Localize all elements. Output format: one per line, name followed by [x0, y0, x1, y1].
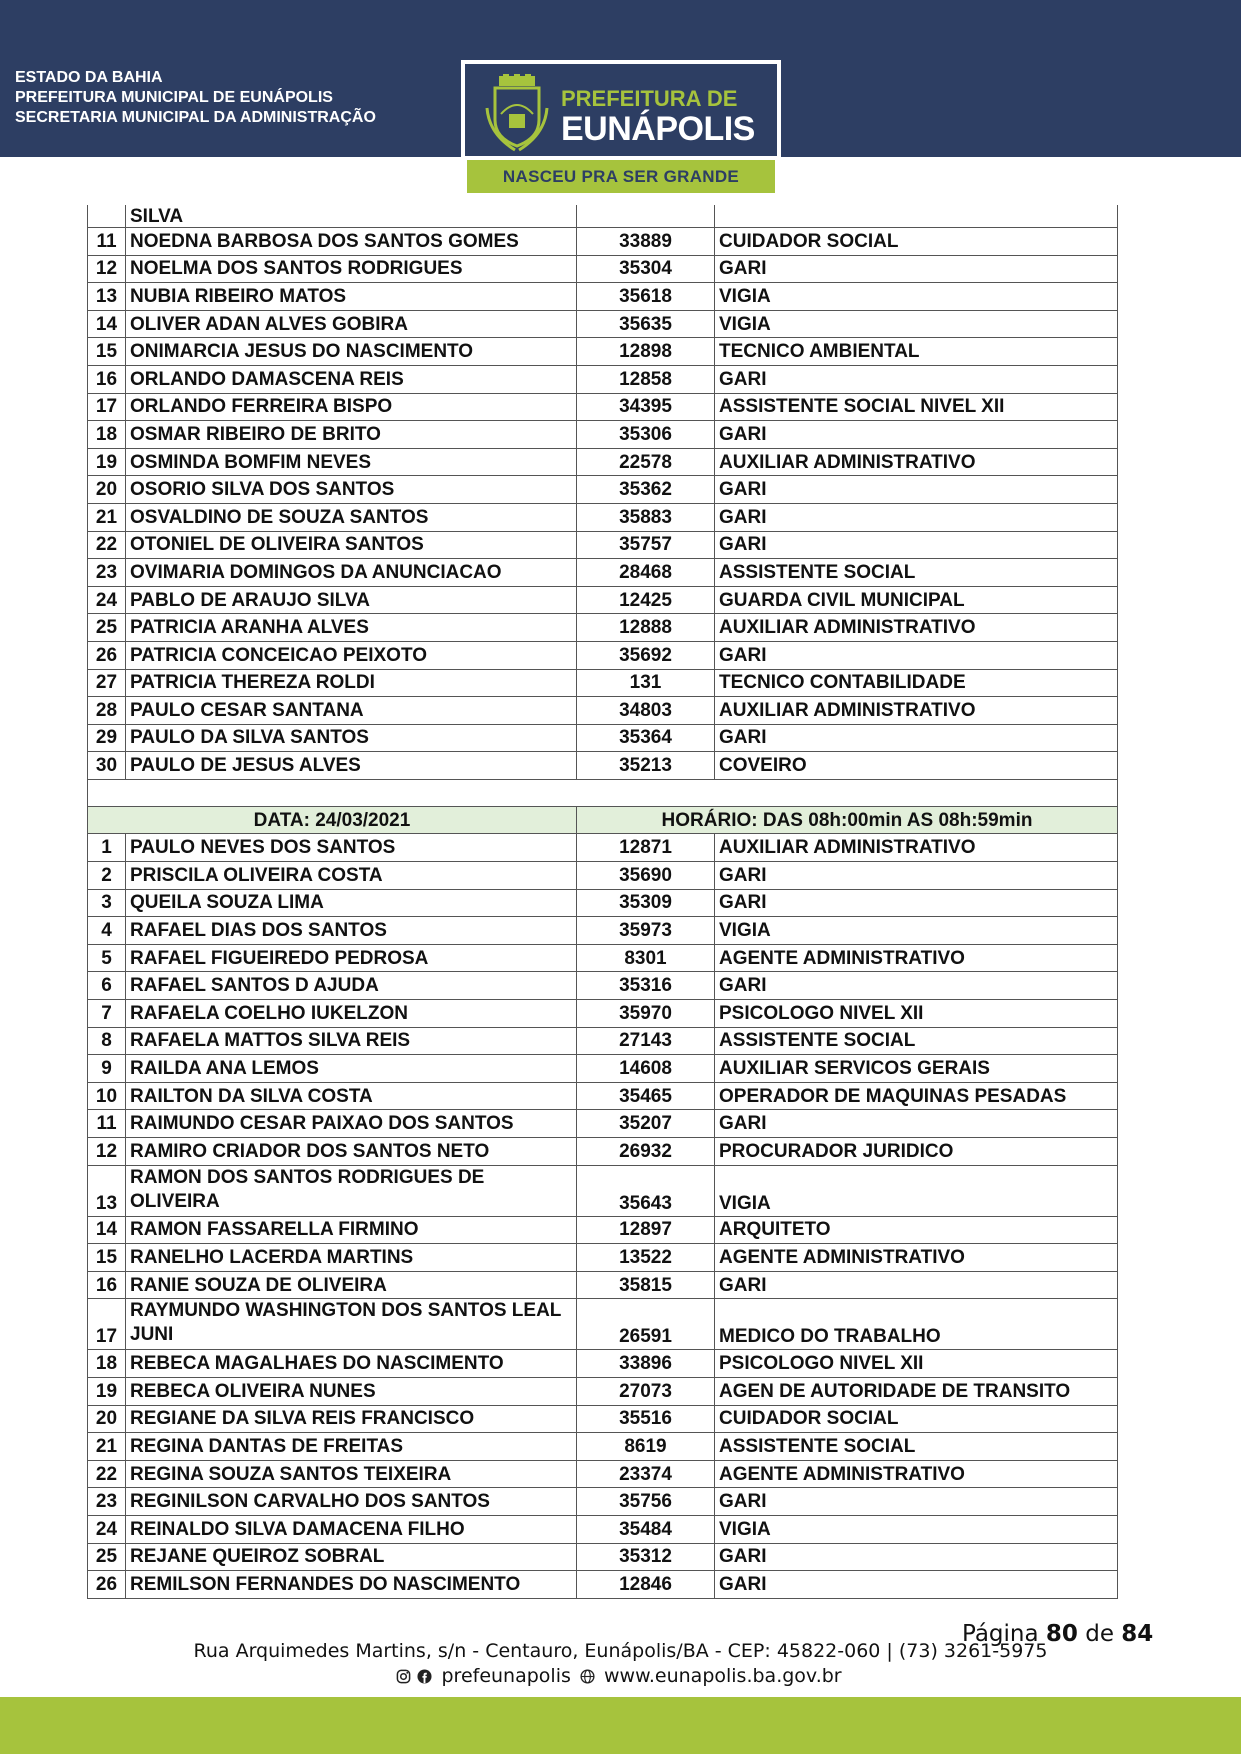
- row-cargo: GARI: [715, 972, 1118, 1000]
- row-matricula: 12846: [577, 1571, 715, 1599]
- row-name: REGINA DANTAS DE FREITAS: [126, 1433, 577, 1461]
- row-cargo: PSICOLOGO NIVEL XII: [715, 1000, 1118, 1028]
- row-matricula: 33889: [577, 228, 715, 256]
- roster-table: [87, 205, 1118, 1599]
- website-link[interactable]: www.eunapolis.ba.gov.br: [603, 1665, 842, 1687]
- table-row: [88, 1110, 1118, 1138]
- row-matricula: 35316: [577, 972, 715, 1000]
- row-cargo: MEDICO DO TRABALHO: [715, 1299, 1118, 1350]
- row-cargo: AGENTE ADMINISTRATIVO: [715, 1460, 1118, 1488]
- row-number: 15: [88, 338, 126, 366]
- table-row: [88, 641, 1118, 669]
- row-name: QUEILA SOUZA LIMA: [126, 889, 577, 917]
- table-row: [88, 1571, 1118, 1599]
- row-matricula: 35690: [577, 862, 715, 890]
- table-row: [88, 697, 1118, 725]
- row-number: 5: [88, 944, 126, 972]
- footer-bar: [0, 1697, 1241, 1754]
- table-row: [88, 365, 1118, 393]
- row-name: NOELMA DOS SANTOS RODRIGUES: [126, 255, 577, 283]
- row-matricula: 35618: [577, 283, 715, 311]
- row-cargo: AGENTE ADMINISTRATIVO: [715, 1244, 1118, 1272]
- row-cargo: VIGIA: [715, 1515, 1118, 1543]
- row-number: 6: [88, 972, 126, 1000]
- row-matricula: 12871: [577, 834, 715, 862]
- row-matricula: 8619: [577, 1433, 715, 1461]
- row-number: 14: [88, 310, 126, 338]
- table-row: [88, 338, 1118, 366]
- row-number: 15: [88, 1244, 126, 1272]
- footer-social: [0, 1665, 1241, 1687]
- row-name: REGIANE DA SILVA REIS FRANCISCO: [126, 1405, 577, 1433]
- row-name: REGINILSON CARVALHO DOS SANTOS: [126, 1488, 577, 1516]
- logo-box: [461, 60, 781, 160]
- row-number: 13: [88, 283, 126, 311]
- header-institution: [15, 68, 376, 128]
- row-cargo: GARI: [715, 1488, 1118, 1516]
- page-current: 80: [1045, 1621, 1078, 1647]
- table-row: [88, 1543, 1118, 1571]
- facebook-icon: [417, 1669, 432, 1684]
- row-name: OSVALDINO DE SOUZA SANTOS: [126, 503, 577, 531]
- row-matricula: 35692: [577, 641, 715, 669]
- table-row: [88, 421, 1118, 449]
- row-number: 7: [88, 1000, 126, 1028]
- row-number: 9: [88, 1055, 126, 1083]
- table-row: [88, 944, 1118, 972]
- spacer-cell: [88, 779, 1118, 806]
- row-matricula: 35306: [577, 421, 715, 449]
- row-number: 25: [88, 614, 126, 642]
- row-number: 30: [88, 752, 126, 780]
- table-row: [88, 1350, 1118, 1378]
- row-cargo: GUARDA CIVIL MUNICIPAL: [715, 586, 1118, 614]
- row-number: 25: [88, 1543, 126, 1571]
- schedule-date: DATA: 24/03/2021: [88, 806, 577, 834]
- row-number: 1: [88, 834, 126, 862]
- row-name: PAULO DE JESUS ALVES: [126, 752, 577, 780]
- table-row: [88, 1460, 1118, 1488]
- row-number: 8: [88, 1027, 126, 1055]
- row-cargo: GARI: [715, 724, 1118, 752]
- row-matricula: 35883: [577, 503, 715, 531]
- row-number: 10: [88, 1082, 126, 1110]
- row-matricula: 35516: [577, 1405, 715, 1433]
- row-matricula: 14608: [577, 1055, 715, 1083]
- table-row: [88, 1027, 1118, 1055]
- row-number: 26: [88, 641, 126, 669]
- table-row: [88, 614, 1118, 642]
- table-row: [88, 1515, 1118, 1543]
- row-number: 19: [88, 1377, 126, 1405]
- table-row: [88, 503, 1118, 531]
- row-matricula: 27073: [577, 1377, 715, 1405]
- row-matricula: 35465: [577, 1082, 715, 1110]
- row-matricula: 12897: [577, 1216, 715, 1244]
- table-row: [88, 1405, 1118, 1433]
- page-prefix: Página: [962, 1621, 1039, 1647]
- row-cargo: GARI: [715, 365, 1118, 393]
- row-matricula: 26932: [577, 1138, 715, 1166]
- row-cargo: OPERADOR DE MAQUINAS PESADAS: [715, 1082, 1118, 1110]
- row-cargo: GARI: [715, 531, 1118, 559]
- row-cargo: AUXILIAR ADMINISTRATIVO: [715, 697, 1118, 725]
- row-number: 24: [88, 1515, 126, 1543]
- table-row: [88, 972, 1118, 1000]
- row-name: REMILSON FERNANDES DO NASCIMENTO: [126, 1571, 577, 1599]
- table-row: [88, 1082, 1118, 1110]
- table-row: [88, 1299, 1118, 1350]
- row-name: PATRICIA ARANHA ALVES: [126, 614, 577, 642]
- page-separator: de: [1085, 1621, 1114, 1647]
- row-number: 12: [88, 1138, 126, 1166]
- row-number: 21: [88, 503, 126, 531]
- row-matricula: [577, 205, 715, 228]
- table-row: [88, 724, 1118, 752]
- row-number: 20: [88, 1405, 126, 1433]
- row-cargo: GARI: [715, 1271, 1118, 1299]
- row-matricula: 35364: [577, 724, 715, 752]
- row-name: RAFAEL DIAS DOS SANTOS: [126, 917, 577, 945]
- row-cargo: ASSISTENTE SOCIAL: [715, 559, 1118, 587]
- row-matricula: 35757: [577, 531, 715, 559]
- row-matricula: 12425: [577, 586, 715, 614]
- row-name: PAULO NEVES DOS SANTOS: [126, 834, 577, 862]
- row-name: OSORIO SILVA DOS SANTOS: [126, 476, 577, 504]
- row-matricula: 34395: [577, 393, 715, 421]
- row-name: REGINA SOUZA SANTOS TEIXEIRA: [126, 1460, 577, 1488]
- row-number: 24: [88, 586, 126, 614]
- row-cargo: VIGIA: [715, 283, 1118, 311]
- row-matricula: 35213: [577, 752, 715, 780]
- row-matricula: 35207: [577, 1110, 715, 1138]
- row-matricula: 12888: [577, 614, 715, 642]
- row-name: RAFAELA MATTOS SILVA REIS: [126, 1027, 577, 1055]
- row-cargo: GARI: [715, 421, 1118, 449]
- table-row: [88, 862, 1118, 890]
- table-row: [88, 255, 1118, 283]
- row-name: RAMON DOS SANTOS RODRIGUES DE OLIVEIRA: [126, 1165, 577, 1216]
- row-cargo: TECNICO CONTABILIDADE: [715, 669, 1118, 697]
- row-cargo: AGEN DE AUTORIDADE DE TRANSITO: [715, 1377, 1118, 1405]
- row-matricula: 35635: [577, 310, 715, 338]
- row-number: 3: [88, 889, 126, 917]
- row-matricula: 27143: [577, 1027, 715, 1055]
- page-total: 84: [1121, 1621, 1154, 1647]
- row-name: REJANE QUEIROZ SOBRAL: [126, 1543, 577, 1571]
- row-cargo: GARI: [715, 1110, 1118, 1138]
- table-row: [88, 669, 1118, 697]
- table-row: [88, 1433, 1118, 1461]
- row-number: 29: [88, 724, 126, 752]
- row-name: OVIMARIA DOMINGOS DA ANUNCIACAO: [126, 559, 577, 587]
- table-row: [88, 1000, 1118, 1028]
- row-number: 11: [88, 1110, 126, 1138]
- table-row: [88, 1488, 1118, 1516]
- logo-slogan: NASCEU PRA SER GRANDE: [467, 160, 775, 193]
- row-cargo: GARI: [715, 889, 1118, 917]
- row-cargo: VIGIA: [715, 917, 1118, 945]
- row-matricula: 35312: [577, 1543, 715, 1571]
- row-number: 26: [88, 1571, 126, 1599]
- table-row: [88, 1216, 1118, 1244]
- globe-icon: [580, 1669, 595, 1684]
- row-number: 17: [88, 1299, 126, 1350]
- row-name: RANELHO LACERDA MARTINS: [126, 1244, 577, 1272]
- table-row: [88, 393, 1118, 421]
- row-name: RANIE SOUZA DE OLIVEIRA: [126, 1271, 577, 1299]
- footer-address: Rua Arquimedes Martins, s/n - Centauro, Eunápolis/BA - CEP: 45822-060 | (73) 3261-5975: [193, 1640, 1048, 1662]
- logo-prefeitura-text: PREFEITURA DE: [561, 86, 738, 111]
- row-matricula: 22578: [577, 448, 715, 476]
- row-cargo: AUXILIAR ADMINISTRATIVO: [715, 448, 1118, 476]
- row-number: 4: [88, 917, 126, 945]
- row-number: 14: [88, 1216, 126, 1244]
- row-cargo: GARI: [715, 503, 1118, 531]
- row-matricula: 35362: [577, 476, 715, 504]
- row-cargo: GARI: [715, 862, 1118, 890]
- table-row: [88, 1165, 1118, 1216]
- row-cargo: GARI: [715, 1543, 1118, 1571]
- row-name: RAMIRO CRIADOR DOS SANTOS NETO: [126, 1138, 577, 1166]
- row-name: NUBIA RIBEIRO MATOS: [126, 283, 577, 311]
- row-cargo: PSICOLOGO NIVEL XII: [715, 1350, 1118, 1378]
- logo-city-text: EUNÁPOLIS: [561, 110, 755, 148]
- table-row: [88, 559, 1118, 587]
- row-cargo: GARI: [715, 1571, 1118, 1599]
- row-cargo: GARI: [715, 641, 1118, 669]
- row-matricula: 35643: [577, 1165, 715, 1216]
- instagram-icon: [396, 1669, 411, 1684]
- row-number: 21: [88, 1433, 126, 1461]
- row-name: PATRICIA CONCEICAO PEIXOTO: [126, 641, 577, 669]
- row-matricula: 26591: [577, 1299, 715, 1350]
- row-cargo: COVEIRO: [715, 752, 1118, 780]
- row-cargo: ASSISTENTE SOCIAL NIVEL XII: [715, 393, 1118, 421]
- row-number: 19: [88, 448, 126, 476]
- table-row: [88, 531, 1118, 559]
- row-number: 27: [88, 669, 126, 697]
- row-number: 22: [88, 1460, 126, 1488]
- table-row: [88, 752, 1118, 780]
- header-secretaria: SECRETARIA MUNICIPAL DA ADMINISTRAÇÃO: [15, 109, 376, 126]
- row-cargo: GARI: [715, 476, 1118, 504]
- row-cargo: [715, 205, 1118, 228]
- row-name: RAILTON DA SILVA COSTA: [126, 1082, 577, 1110]
- table-row: [88, 889, 1118, 917]
- crest-icon: [485, 74, 549, 152]
- row-number: [88, 205, 126, 228]
- row-number: 18: [88, 421, 126, 449]
- row-number: 28: [88, 697, 126, 725]
- schedule-time: HORÁRIO: DAS 08h:00min AS 08h:59min: [577, 806, 1118, 834]
- row-number: 16: [88, 1271, 126, 1299]
- row-name: OSMAR RIBEIRO DE BRITO: [126, 421, 577, 449]
- row-matricula: 35970: [577, 1000, 715, 1028]
- row-name: PATRICIA THEREZA ROLDI: [126, 669, 577, 697]
- row-number: 16: [88, 365, 126, 393]
- row-matricula: 13522: [577, 1244, 715, 1272]
- row-cargo: AUXILIAR ADMINISTRATIVO: [715, 834, 1118, 862]
- row-cargo: CUIDADOR SOCIAL: [715, 1405, 1118, 1433]
- spacer-row: [88, 779, 1118, 806]
- row-matricula: 35815: [577, 1271, 715, 1299]
- table-row: [88, 586, 1118, 614]
- prefeitura-logo: [461, 60, 781, 193]
- row-number: 17: [88, 393, 126, 421]
- row-number: 23: [88, 559, 126, 587]
- row-matricula: 131: [577, 669, 715, 697]
- row-matricula: 12858: [577, 365, 715, 393]
- row-name: ONIMARCIA JESUS DO NASCIMENTO: [126, 338, 577, 366]
- table-row: [88, 1055, 1118, 1083]
- row-name: PAULO CESAR SANTANA: [126, 697, 577, 725]
- row-matricula: 35304: [577, 255, 715, 283]
- row-number: 12: [88, 255, 126, 283]
- row-name: REINALDO SILVA DAMACENA FILHO: [126, 1515, 577, 1543]
- row-name: REBECA OLIVEIRA NUNES: [126, 1377, 577, 1405]
- row-matricula: 35484: [577, 1515, 715, 1543]
- row-name: ORLANDO DAMASCENA REIS: [126, 365, 577, 393]
- row-cargo: ARQUITETO: [715, 1216, 1118, 1244]
- row-number: 22: [88, 531, 126, 559]
- row-name: ORLANDO FERREIRA BISPO: [126, 393, 577, 421]
- row-name: RAFAEL FIGUEIREDO PEDROSA: [126, 944, 577, 972]
- row-name: PRISCILA OLIVEIRA COSTA: [126, 862, 577, 890]
- row-matricula: 35973: [577, 917, 715, 945]
- row-cargo: AGENTE ADMINISTRATIVO: [715, 944, 1118, 972]
- continuation-row: [88, 205, 1118, 228]
- row-name: RAIMUNDO CESAR PAIXAO DOS SANTOS: [126, 1110, 577, 1138]
- header-state: ESTADO DA BAHIA: [15, 69, 163, 86]
- row-cargo: AUXILIAR SERVICOS GERAIS: [715, 1055, 1118, 1083]
- row-number: 18: [88, 1350, 126, 1378]
- table-row: [88, 283, 1118, 311]
- row-name: RAILDA ANA LEMOS: [126, 1055, 577, 1083]
- row-name: OTONIEL DE OLIVEIRA SANTOS: [126, 531, 577, 559]
- table-row: [88, 1138, 1118, 1166]
- row-name: RAFAELA COELHO IUKELZON: [126, 1000, 577, 1028]
- table-row: [88, 917, 1118, 945]
- social-handle: prefeunapolis: [441, 1665, 571, 1687]
- row-matricula: 12898: [577, 338, 715, 366]
- row-name: NOEDNA BARBOSA DOS SANTOS GOMES: [126, 228, 577, 256]
- row-cargo: VIGIA: [715, 1165, 1118, 1216]
- row-cargo: VIGIA: [715, 310, 1118, 338]
- row-cargo: GARI: [715, 255, 1118, 283]
- row-cargo: PROCURADOR JURIDICO: [715, 1138, 1118, 1166]
- row-name: PAULO DA SILVA SANTOS: [126, 724, 577, 752]
- row-cargo: ASSISTENTE SOCIAL: [715, 1433, 1118, 1461]
- row-name: RAMON FASSARELLA FIRMINO: [126, 1216, 577, 1244]
- table-row: [88, 228, 1118, 256]
- row-cargo: ASSISTENTE SOCIAL: [715, 1027, 1118, 1055]
- header-prefeitura: PREFEITURA MUNICIPAL DE EUNÁPOLIS: [15, 89, 333, 106]
- table-row: [88, 448, 1118, 476]
- row-number: 11: [88, 228, 126, 256]
- schedule-header-row: [88, 806, 1118, 834]
- row-matricula: 34803: [577, 697, 715, 725]
- table-row: [88, 310, 1118, 338]
- row-name: RAFAEL SANTOS D AJUDA: [126, 972, 577, 1000]
- row-matricula: 23374: [577, 1460, 715, 1488]
- table-row: [88, 834, 1118, 862]
- row-cargo: AUXILIAR ADMINISTRATIVO: [715, 614, 1118, 642]
- table-row: [88, 1244, 1118, 1272]
- continuation-name: SILVA: [126, 205, 577, 228]
- row-matricula: 35309: [577, 889, 715, 917]
- row-name: REBECA MAGALHAES DO NASCIMENTO: [126, 1350, 577, 1378]
- row-name: OSMINDA BOMFIM NEVES: [126, 448, 577, 476]
- row-cargo: TECNICO AMBIENTAL: [715, 338, 1118, 366]
- table-row: [88, 1271, 1118, 1299]
- table-row: [88, 1377, 1118, 1405]
- row-name: OLIVER ADAN ALVES GOBIRA: [126, 310, 577, 338]
- table-row: [88, 476, 1118, 504]
- row-number: 2: [88, 862, 126, 890]
- row-cargo: CUIDADOR SOCIAL: [715, 228, 1118, 256]
- row-number: 23: [88, 1488, 126, 1516]
- row-number: 13: [88, 1165, 126, 1216]
- row-name: PABLO DE ARAUJO SILVA: [126, 586, 577, 614]
- row-name: RAYMUNDO WASHINGTON DOS SANTOS LEAL JUNI: [126, 1299, 577, 1350]
- row-matricula: 8301: [577, 944, 715, 972]
- roster-body: [88, 205, 1118, 1598]
- row-number: 20: [88, 476, 126, 504]
- row-matricula: 28468: [577, 559, 715, 587]
- row-matricula: 35756: [577, 1488, 715, 1516]
- row-matricula: 33896: [577, 1350, 715, 1378]
